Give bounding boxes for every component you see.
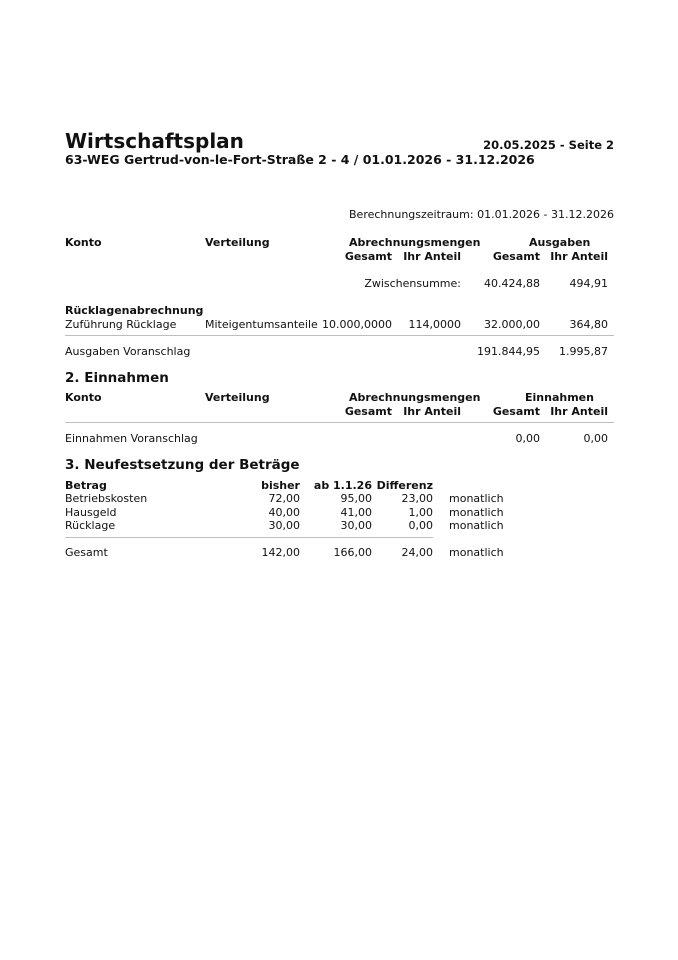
neu-row-period: monatlich (449, 506, 504, 519)
date-page: 20.05.2025 - Seite 2 (483, 138, 614, 152)
einnahmen-col-mengen: Abrechnungsmengen (349, 391, 481, 404)
divider (65, 422, 614, 423)
neu-col-betrag: Betrag (65, 479, 107, 492)
col-konto: Konto (65, 236, 102, 249)
row-konto: Zuführung Rücklage (65, 318, 177, 331)
einnahmen-total-anteil: 0,00 (583, 432, 608, 445)
ausgaben-total-gesamt: 191.844,95 (477, 345, 540, 358)
neu-total-ab: 166,00 (333, 546, 372, 559)
page-subtitle: 63-WEG Gertrud-von-le-Fort-Straße 2 - 4 / 01.01.2026 - 31.12.2026 (65, 152, 535, 167)
einnahmen-col-betrag-gesamt: Gesamt (492, 405, 540, 418)
col-ausgaben: Ausgaben (529, 236, 591, 249)
einnahmen-col-menge-gesamt: Gesamt (344, 405, 392, 418)
ausgaben-total-label: Ausgaben Voranschlag (65, 345, 191, 358)
neufestsetzung-heading: 3. Neufestsetzung der Beträge (65, 457, 300, 473)
neu-row-diff: 1,00 (408, 506, 433, 519)
neu-row-bisher: 72,00 (268, 492, 300, 505)
row-menge-anteil: 114,0000 (408, 318, 461, 331)
neu-row-diff: 0,00 (408, 519, 433, 532)
neu-col-differenz: Differenz (376, 479, 433, 492)
neu-row-bisher: 30,00 (268, 519, 300, 532)
ausgaben-total-anteil: 1.995,87 (559, 345, 608, 358)
neu-total-period: monatlich (449, 546, 504, 559)
neu-row-ab: 95,00 (340, 492, 372, 505)
col-menge-gesamt: Gesamt (344, 250, 392, 263)
einnahmen-col-menge-anteil: Ihr Anteil (403, 405, 461, 418)
divider (65, 335, 614, 336)
neu-total-diff: 24,00 (401, 546, 433, 559)
col-abrechnungsmengen: Abrechnungsmengen (349, 236, 481, 249)
neu-row-label: Betriebskosten (65, 492, 148, 505)
row-betrag-gesamt: 32.000,00 (484, 318, 540, 331)
einnahmen-col-einnahmen: Einnahmen (525, 391, 594, 404)
col-betrag-anteil: Ihr Anteil (550, 250, 608, 263)
row-betrag-anteil: 364,80 (569, 318, 608, 331)
neu-row-bisher: 40,00 (268, 506, 300, 519)
zwischensumme-anteil: 494,91 (569, 277, 608, 290)
neu-col-ab: ab 1.1.26 (313, 479, 372, 492)
neu-row-label: Hausgeld (65, 506, 117, 519)
einnahmen-total-gesamt: 0,00 (515, 432, 540, 445)
calculation-period: Berechnungszeitraum: 01.01.2026 - 31.12.2026 (349, 208, 614, 221)
row-menge-gesamt: 10.000,0000 (322, 318, 392, 331)
row-verteilung: Miteigentumsanteile (205, 318, 318, 331)
zwischensumme-label: Zwischensumme: (364, 277, 461, 290)
neu-col-bisher: bisher (261, 479, 300, 492)
group-heading: Rücklagenabrechnung (65, 304, 204, 317)
einnahmen-col-verteilung: Verteilung (205, 391, 270, 404)
einnahmen-col-betrag-anteil: Ihr Anteil (550, 405, 608, 418)
neu-total-bisher: 142,00 (261, 546, 300, 559)
neu-row-diff: 23,00 (401, 492, 433, 505)
col-verteilung: Verteilung (205, 236, 270, 249)
zwischensumme-gesamt: 40.424,88 (484, 277, 540, 290)
einnahmen-col-konto: Konto (65, 391, 102, 404)
neu-row-period: monatlich (449, 492, 504, 505)
einnahmen-heading: 2. Einnahmen (65, 370, 169, 386)
page-title: Wirtschaftsplan (65, 129, 244, 153)
neu-total-label: Gesamt (65, 546, 108, 559)
col-menge-anteil: Ihr Anteil (403, 250, 461, 263)
neu-row-ab: 30,00 (340, 519, 372, 532)
neu-row-ab: 41,00 (340, 506, 372, 519)
einnahmen-total-label: Einnahmen Voranschlag (65, 432, 198, 445)
divider (65, 537, 433, 538)
col-betrag-gesamt: Gesamt (492, 250, 540, 263)
neu-row-label: Rücklage (65, 519, 116, 532)
neu-row-period: monatlich (449, 519, 504, 532)
